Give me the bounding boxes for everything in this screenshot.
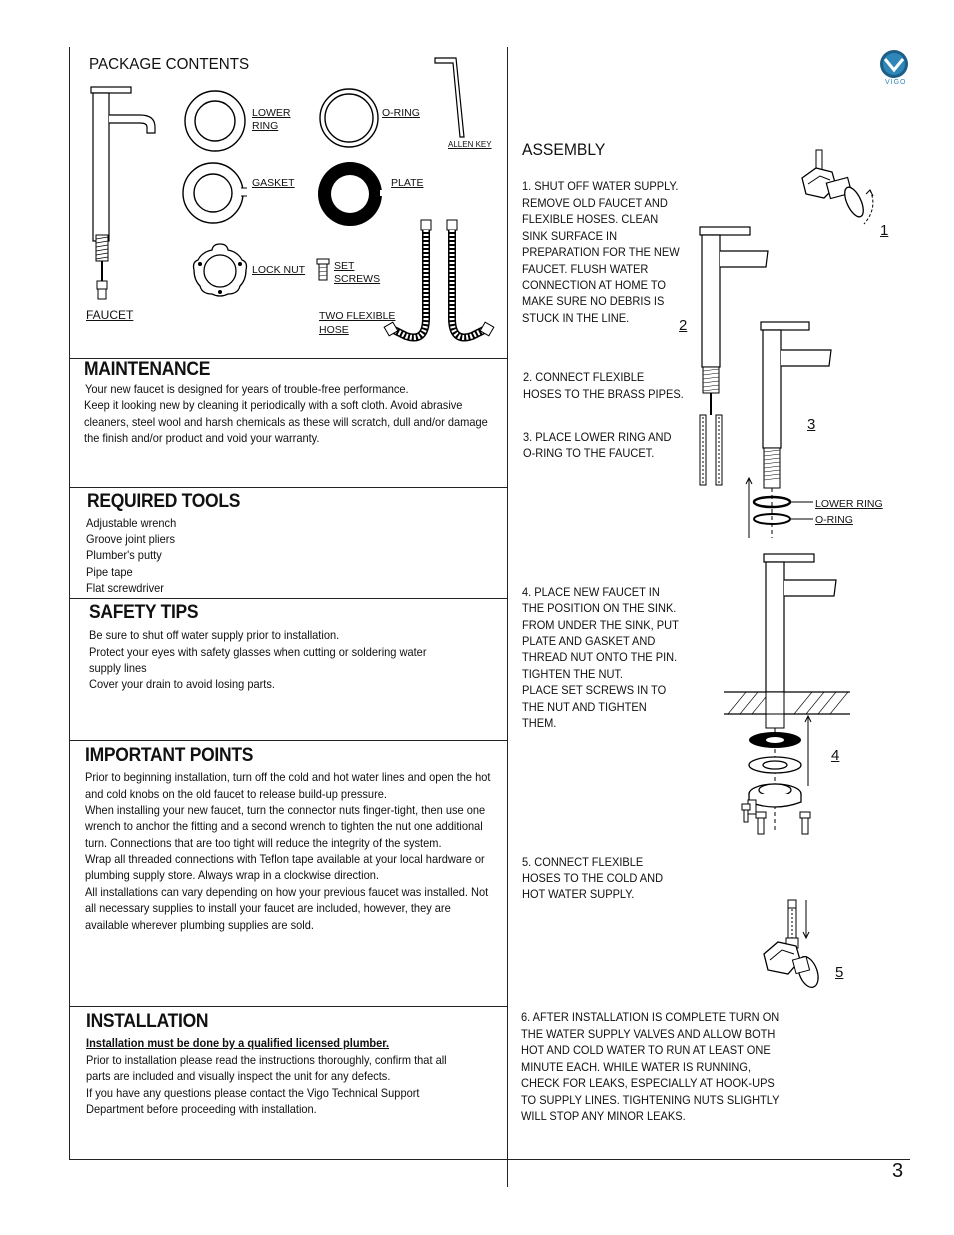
step-4-line: THREAD NUT ONTO THE PIN. — [522, 650, 678, 664]
step-5-line: HOSES TO THE COLD AND — [522, 871, 664, 885]
label-lower-ring-1: LOWER — [252, 107, 291, 119]
step-4-line: PLATE AND GASKET AND — [522, 634, 656, 648]
step-4-line: 4. PLACE NEW FAUCET IN — [522, 585, 660, 599]
step-4-line: THEM. — [522, 716, 557, 730]
step-6-line: HOT AND COLD WATER TO RUN AT LEAST ONE — [521, 1043, 771, 1057]
maintenance-line-4: the finish and/or product and void your warranty. — [84, 431, 320, 445]
package-contents-title: PACKAGE CONTENTS — [89, 56, 250, 73]
installation-line: parts are included and visually inspect the unit for any defects. — [86, 1069, 391, 1083]
figure-number-4: 4 — [831, 747, 840, 764]
figure-number-1: 1 — [880, 222, 889, 239]
divider-important — [69, 740, 507, 741]
maintenance-line-3: cleaners, steel wool and harsh chemicals as these will scratch, dull and/or damage — [84, 415, 488, 429]
step-1-line: REMOVE OLD FAUCET AND — [522, 196, 668, 210]
step-1-line: 1. SHUT OFF WATER SUPPLY. — [522, 179, 679, 193]
label-hose-2: HOSE — [319, 324, 349, 336]
flexible-hose-illustration — [384, 218, 496, 352]
fig5-hose-valve-illustration — [758, 898, 828, 990]
o-ring-illustration — [318, 87, 380, 149]
label-allen-key: ALLEN KEY — [448, 140, 492, 149]
step-4-line: FROM UNDER THE SINK, PUT — [522, 618, 679, 632]
tool-item: Pipe tape — [86, 565, 133, 579]
step-1-line: CONNECTION AT HOME TO — [522, 278, 666, 292]
step-6-line: 6. AFTER INSTALLATION IS COMPLETE TURN ON — [521, 1010, 780, 1024]
installation-title: INSTALLATION — [86, 1011, 209, 1032]
step-4-line: THE NUT AND TIGHTEN — [522, 700, 647, 714]
step-5-line: HOT WATER SUPPLY. — [522, 887, 635, 901]
important-line: all necessary supplies to install your faucet are included, however, they are — [85, 901, 451, 915]
important-line: Prior to beginning installation, turn off the cold and hot water lines and open the hot — [85, 770, 491, 784]
label-gasket: GASKET — [252, 177, 295, 189]
important-line: When installing your new faucet, turn the connector nuts finger-tight, then use one — [85, 803, 486, 817]
important-line: turn. Connections that are too tight will reduce the integrity of the system. — [85, 836, 442, 850]
important-line: wrench to anchor the fitting and a second wrench to tighten the nut one additional — [85, 819, 483, 833]
installation-line: Prior to installation please read the instructions thoroughly, confirm that all — [86, 1053, 447, 1067]
divider-tools — [69, 487, 507, 488]
faucet-illustration — [85, 85, 165, 315]
step-4-line: THE POSITION ON THE SINK. — [522, 601, 677, 615]
maintenance-title: MAINTENANCE — [84, 359, 211, 380]
step-6-line: MINUTE EACH. WHILE WATER IS RUNNING, — [521, 1060, 752, 1074]
safety-line-3: supply lines — [89, 661, 147, 675]
installation-line: If you have any questions please contact the Vigo Technical Support — [86, 1086, 420, 1100]
maintenance-line-2: Keep it looking new by cleaning it periodically with a soft cloth. Avoid abrasive — [84, 398, 463, 412]
set-screw-illustration — [315, 258, 331, 282]
maintenance-line-1: Your new faucet is designed for years of trouble-free performance. — [85, 382, 409, 396]
label-o-ring-assembly: O-RING — [815, 514, 853, 526]
figure-number-3: 3 — [807, 416, 816, 433]
step-6-line: WILL STOP ANY MINOR LEAKS. — [521, 1109, 686, 1123]
tool-item: Flat screwdriver — [86, 581, 164, 595]
label-plate: PLATE — [391, 177, 424, 189]
step-2-line: 2. CONNECT FLEXIBLE — [523, 370, 645, 384]
label-lower-ring-2: RING — [252, 120, 279, 132]
label-faucet: FAUCET — [86, 308, 134, 322]
lower-ring-illustration — [183, 89, 247, 153]
label-set-screws-2: SCREWS — [334, 273, 381, 285]
step-5-line: 5. CONNECT FLEXIBLE — [522, 855, 644, 869]
left-border — [69, 47, 70, 1159]
step-1-line: MAKE SURE NO DEBRIS IS — [522, 294, 665, 308]
assembly-title: ASSEMBLY — [522, 141, 606, 159]
step-1-line: SINK SURFACE IN — [522, 229, 618, 243]
step-6-line: THE WATER SUPPLY VALVES AND ALLOW BOTH — [521, 1027, 776, 1041]
plate-illustration — [316, 160, 384, 228]
safety-line-4: Cover your drain to avoid losing parts. — [89, 677, 275, 691]
center-divider — [507, 47, 508, 1187]
installation-line: Department before proceeding with installation. — [86, 1102, 317, 1116]
figure-number-5: 5 — [835, 964, 844, 981]
step-3-line: 3. PLACE LOWER RING AND — [523, 430, 672, 444]
label-set-screws-1: SET — [334, 260, 355, 272]
step-6-line: CHECK FOR LEAKS, ESPECIALLY AT HOOK-UPS — [521, 1076, 775, 1090]
safety-line-1: Be sure to shut off water supply prior to installation. — [89, 628, 340, 642]
gasket-illustration — [181, 160, 247, 226]
bottom-border — [69, 1159, 910, 1160]
allen-key-illustration — [432, 55, 472, 145]
divider-installation — [69, 1006, 507, 1007]
fig4-faucet-mounting-illustration — [724, 550, 852, 842]
important-line: available wherever plumbing supplies are sold. — [85, 918, 314, 932]
important-line: plumbing supply store. Always wrap in a clockwise direction. — [85, 868, 379, 882]
step-6-line: TO SUPPLY LINES. TIGHTENING NUTS SLIGHTLY — [521, 1093, 780, 1107]
important-title: IMPORTANT POINTS — [85, 745, 254, 766]
safety-title: SAFETY TIPS — [89, 602, 199, 623]
installation-warning: Installation must be done by a qualified licensed plumber. — [86, 1036, 390, 1050]
tool-item: Groove joint pliers — [86, 532, 175, 546]
tools-title: REQUIRED TOOLS — [87, 491, 241, 512]
step-4-line: TIGHTEN THE NUT. — [522, 667, 623, 681]
divider-safety — [69, 598, 507, 599]
safety-line-2: Protect your eyes with safety glasses when cutting or soldering water — [89, 645, 427, 659]
step-1-line: FLEXIBLE HOSES. CLEAN — [522, 212, 659, 226]
step-3-line: O-RING TO THE FAUCET. — [523, 446, 655, 460]
label-lower-ring: LOWER RING — [815, 498, 883, 510]
figure-number-2: 2 — [679, 317, 688, 334]
page-number: 3 — [892, 1160, 904, 1182]
important-line: and cold knobs on the old faucet to release build-up pressure. — [85, 787, 387, 801]
fig1-valve-illustration — [798, 150, 883, 230]
important-line: Wrap all threaded connections with Teflon tape available at your local hardware or — [85, 852, 485, 866]
step-1-line: FAUCET. FLUSH WATER — [522, 262, 649, 276]
step-2-line: HOSES TO THE BRASS PIPES. — [523, 387, 684, 401]
step-1-line: PREPARATION FOR THE NEW — [522, 245, 680, 259]
label-hose-1: TWO FLEXIBLE — [319, 310, 396, 322]
logo-text: VIGO — [885, 79, 907, 86]
tool-item: Plumber's putty — [86, 548, 162, 562]
label-o-ring: O-RING — [382, 107, 420, 119]
lock-nut-illustration — [190, 240, 250, 300]
important-line: All installations can vary depending on how your previous faucet was installed. Not — [85, 885, 489, 899]
step-1-line: STUCK IN THE LINE. — [522, 311, 630, 325]
label-lock-nut: LOCK NUT — [252, 264, 306, 276]
tool-item: Adjustable wrench — [86, 516, 177, 530]
step-4-line: PLACE SET SCREWS IN TO — [522, 683, 667, 697]
